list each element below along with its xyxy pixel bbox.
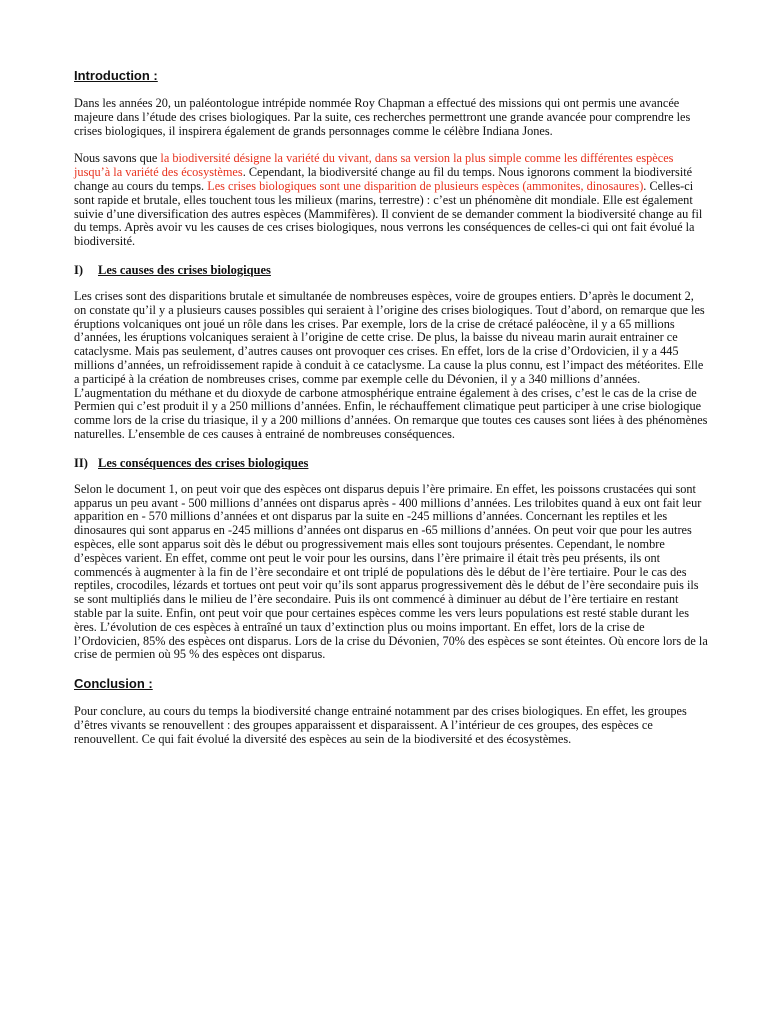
section-2-title: Les conséquences des crises biologiques <box>98 455 309 470</box>
section-1-number: I) <box>74 262 84 277</box>
intro-paragraph-1: Dans les années 20, un paléontologue intrépide nommée Roy Chapman a effectué des missions qui ont permis une avancée majeure dans l’étude des crises biologiques. Par la suite, ces recherches permettront une grande avancée pour comprendre les crises biologiques, il inspirera également de grands personnages comme le célèbre Indiana Jones. <box>74 96 691 138</box>
section-1-heading <box>74 263 708 277</box>
intro-p2-text-2: . Cependant, la biodiversité change au fil du temps. Nous ignorons comment la biodiversité change au cours du temps. <box>74 165 693 193</box>
intro-p2-text-3: . Celles-ci sont rapide et brutale, elles touchent tous les milieux (marins, terrestre) : c’est un phénomène dit mondiale. Elle est également suivie d’une diversification des autres espèces (Mammifères). Il convient de se demander comment la biodiversité change au fil du temps. Après avoir vu les causes de ces crises biologiques, nous verrons les conséquences de celles-ci qui ont fait évolué la biodiversité. <box>74 178 703 249</box>
introduction-heading: Introduction : <box>74 68 158 83</box>
conclusion-heading: Conclusion : <box>74 676 153 692</box>
intro-paragraph-2 <box>74 152 708 249</box>
section-2-heading <box>74 456 708 470</box>
section-1-paragraph: Les crises sont des disparitions brutale et simultanée de nombreuses espèces, voire de groupes entiers. D’après le document 2, on constate qu’il y a plusieurs causes possibles qui seraient à l’origine des crises biologiques. Tout d’abord, on remarque que les éruptions volcaniques ont joué un rôle dans les crises. Par exemple, lors de la crise de crétacé paléocène, il y a 65 millions d’années, les éruptions volcaniques seraient à l’origine de cette crise. De plus, la baisse du niveau marin aurait entrainer ce cataclysme. Mais pas seulement, d’autres causes ont provoquer ces crises. En effet, lors de la crise d’Ordovicien, il y a 445 millions d’années, un refroidissement rapide à conduit à ce cataclysme. La cause la plus connu, est l’impact des météorites. Elle a participé à la création de nombreuses crises, comme par exemple celle du Dévonien, il y a 340 millions d’années. L’augmentation du méthane et du dioxyde de carbone atmosphérique entraine également à des crises, c’est le cas de la crise de Permien qui c’est produit il y a 250 millions d’années. Enfin, le réchauffement climatique peut participer à une crise biologique comme lors de la crise du triasique, il y a 200 millions d’années. On remarque que toutes ces causes sont liées à des phénomènes naturelles. L’ensemble de ces causes à entrainé de nombreuses conséquences. <box>74 288 708 441</box>
section-2-number: II) <box>74 455 88 470</box>
intro-p2-text-1: Nous savons que <box>74 151 161 166</box>
section-1-title: Les causes des crises biologiques <box>98 262 271 277</box>
biodiversity-definition-highlight: la biodiversité désigne la variété du vivant, dans sa version la plus simple comme les différentes espèces jusqu’à la variété des écosystèmes <box>74 151 674 180</box>
crisis-definition-highlight: Les crises biologiques sont une disparition de plusieurs espèces (ammonites, dinosaures) <box>207 178 644 193</box>
section-2-paragraph: Selon le document 1, on peut voir que des espèces ont disparus depuis l’ère primaire. En effet, les poissons crustacées qui sont apparus un peu avant - 500 millions d’années ont disparus après - 400 millions d’années. Les trilobites quand à eux ont fait leur apparition en - 570 millions d’années et ont disparus par la suite en -245 millions d’années. Concernant les reptiles et les dinosaures qui sont apparus en -245 millions d’années ont disparus en -65 millions d’années. On peut voir que pour les autres espèces, elle sont apparus soit dès le début ou progressivement mais elles sont toujours présentes. Cependant, le nombre d’espèces varient. En effet, comme ont peut le voir pour les oursins, dans l’ère primaire il était très peu présents, ils ont commencés à augmenter à la fin de l’ère secondaire et ont triplé de populations dès le début de l’ère tertiaire. Pour le cas des reptiles, crocodiles, lézards et tortues ont peut voir qu’ils sont apparus progressivement dès le début de l’ère secondaire puis ils se sont multipliés dans le milieu de l’ère secondaire. Puis ils ont commencé à diminuer au début de l’ère tertiaire en restant stable par la suite. Enfin, ont peut voir que pour certaines espèces comme les vers leurs populations est resté stable durant les ères. L’évolution de ces espèces à entraîné un taux d’extinction plus ou moins important. En effet, lors de la crise de l’Ordovicien, 85% des espèces ont disparus. Lors de la crise du Dévonien, 70% des espèces se sont éteintes. Où encore lors de la crise de permien où 95 % des espèces ont disparus. <box>74 481 708 662</box>
conclusion-paragraph: Pour conclure, au cours du temps la biodiversité change entrainé notamment par des crises biologiques. En effet, les groupes d’êtres vivants se renouvellent : des groupes apparaissent et disparaissent. A l’intérieur de ces groupes, des espèces ce renouvellent. Ce qui fait évolué la diversité des espèces au sein de la biodiversité et des écosystèmes. <box>74 704 687 746</box>
